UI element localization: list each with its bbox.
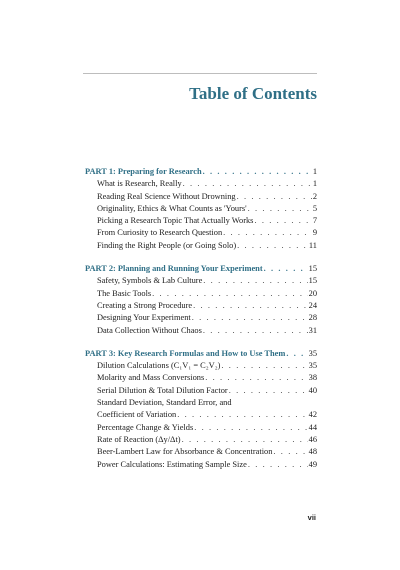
toc-page-number: 31 xyxy=(308,325,317,335)
dot-leader xyxy=(183,178,312,190)
dot-leader xyxy=(205,372,307,384)
dot-leader xyxy=(182,434,308,446)
toc-entry-continued[interactable] xyxy=(85,397,317,409)
toc-part-heading[interactable] xyxy=(85,263,317,275)
toc-entry[interactable] xyxy=(85,215,317,227)
toc-page-number: 1 xyxy=(312,167,317,176)
toc-entry-title: Molarity and Mass Conversions xyxy=(97,373,205,383)
toc-entry[interactable] xyxy=(85,227,317,239)
toc-part-2 xyxy=(85,263,317,337)
toc-page-number: 11 xyxy=(308,240,317,250)
toc-entry[interactable] xyxy=(85,312,317,324)
dot-leader xyxy=(192,312,308,324)
dot-leader xyxy=(273,446,307,458)
toc-entry-title: Coefficient of Variation xyxy=(97,410,177,420)
toc-page-number: 49 xyxy=(308,459,317,469)
dot-leader xyxy=(203,166,312,178)
dot-leader xyxy=(286,348,307,360)
toc-page-number: 7 xyxy=(312,216,317,226)
dot-leader xyxy=(229,385,308,397)
toc-page-number: 44 xyxy=(308,422,317,432)
toc-page-number: 24 xyxy=(308,300,317,310)
toc-entry-title: Serial Dilution & Total Dilution Factor xyxy=(97,385,228,395)
toc-entry[interactable] xyxy=(85,275,317,287)
toc-entry-title: Creating a Strong Procedure xyxy=(97,300,193,310)
toc-entry-title: Power Calculations: Estimating Sample Size xyxy=(97,459,247,469)
toc-entry-title: Dilution Calculations (C₁V₁ = C₂V₂) xyxy=(97,361,221,371)
toc-entry[interactable] xyxy=(85,178,317,190)
toc-part-heading[interactable] xyxy=(85,166,317,178)
toc-part-title: PART 3: Key Research Formulas and How to Use Them xyxy=(85,348,286,358)
dot-leader xyxy=(248,203,312,215)
toc-entry[interactable] xyxy=(85,422,317,434)
toc-entry[interactable] xyxy=(85,385,317,397)
toc-page-number: 40 xyxy=(308,385,317,395)
toc-part-3 xyxy=(85,348,317,471)
toc-entry-title: What is Research, Really xyxy=(97,179,182,189)
dot-leader xyxy=(248,459,308,471)
dot-leader xyxy=(237,191,312,203)
dot-leader xyxy=(194,422,307,434)
toc-entry[interactable] xyxy=(85,372,317,384)
toc-entry-title: Originality, Ethics & What Counts as 'Yours' xyxy=(97,203,247,213)
toc-entry[interactable] xyxy=(85,300,317,312)
toc-entry[interactable] xyxy=(85,409,317,421)
dot-leader xyxy=(193,300,308,312)
toc-page-number: 46 xyxy=(308,434,317,444)
toc-entry[interactable] xyxy=(85,459,317,471)
dot-leader xyxy=(264,263,308,275)
toc-entry-title: Designing Your Experiment xyxy=(97,313,191,323)
toc-entry[interactable] xyxy=(85,288,317,300)
dot-leader xyxy=(203,275,307,287)
toc-page-number: 2 xyxy=(312,191,317,201)
dot-leader xyxy=(254,215,311,227)
toc-entry[interactable] xyxy=(85,203,317,215)
toc-page-number: 20 xyxy=(308,288,317,298)
toc-entry-title: Reading Real Science Without Drowning xyxy=(97,191,236,201)
toc-page-number: 15 xyxy=(308,276,317,286)
toc-entry-title: Standard Deviation, Standard Error, and xyxy=(97,398,232,408)
toc-entry[interactable] xyxy=(85,360,317,372)
dot-leader xyxy=(237,240,308,252)
toc-part-heading[interactable] xyxy=(85,348,317,360)
toc-page-number: 48 xyxy=(308,447,317,457)
toc-page-number: 5 xyxy=(312,203,317,213)
dot-leader xyxy=(221,360,307,372)
toc-entry[interactable] xyxy=(85,446,317,458)
dot-leader xyxy=(223,227,312,239)
dot-leader xyxy=(177,409,307,421)
table-of-contents xyxy=(85,166,317,482)
toc-entry-title: From Curiosity to Research Question xyxy=(97,228,223,238)
toc-entry-title: Finding the Right People (or Going Solo) xyxy=(97,240,237,250)
toc-page-number: 42 xyxy=(308,410,317,420)
dot-leader xyxy=(203,325,308,337)
toc-part-title: PART 2: Planning and Running Your Experiment xyxy=(85,264,263,274)
header-rule xyxy=(83,73,317,74)
toc-page-number: 38 xyxy=(308,373,317,383)
toc-part-1 xyxy=(85,166,317,252)
folio-page-number: vii xyxy=(307,513,316,522)
toc-entry-title: Rate of Reaction (Δy/Δt) xyxy=(97,434,181,444)
toc-entry-title: Percentage Change & Yields xyxy=(97,422,194,432)
toc-page-number: 9 xyxy=(312,228,317,238)
toc-page-number: 1 xyxy=(312,179,317,189)
page-title: Table of Contents xyxy=(189,84,317,103)
toc-entry-title: Beer-Lambert Law for Absorbance & Concentration xyxy=(97,447,273,457)
toc-page-number: 15 xyxy=(308,264,317,274)
toc-entry[interactable] xyxy=(85,240,317,252)
toc-entry[interactable] xyxy=(85,191,317,203)
toc-entry-title: Safety, Symbols & Lab Culture xyxy=(97,276,203,286)
toc-entry[interactable] xyxy=(85,434,317,446)
toc-page-number: 35 xyxy=(308,361,317,371)
toc-entry-title: Picking a Research Topic That Actually Works xyxy=(97,216,254,226)
toc-entry-title: Data Collection Without Chaos xyxy=(97,325,202,335)
toc-entry-title: The Basic Tools xyxy=(97,288,152,298)
dot-leader xyxy=(152,288,307,300)
toc-entry[interactable] xyxy=(85,325,317,337)
toc-part-title: PART 1: Preparing for Research xyxy=(85,167,202,176)
toc-page-number: 28 xyxy=(308,313,317,323)
toc-page-number: 35 xyxy=(308,348,317,358)
